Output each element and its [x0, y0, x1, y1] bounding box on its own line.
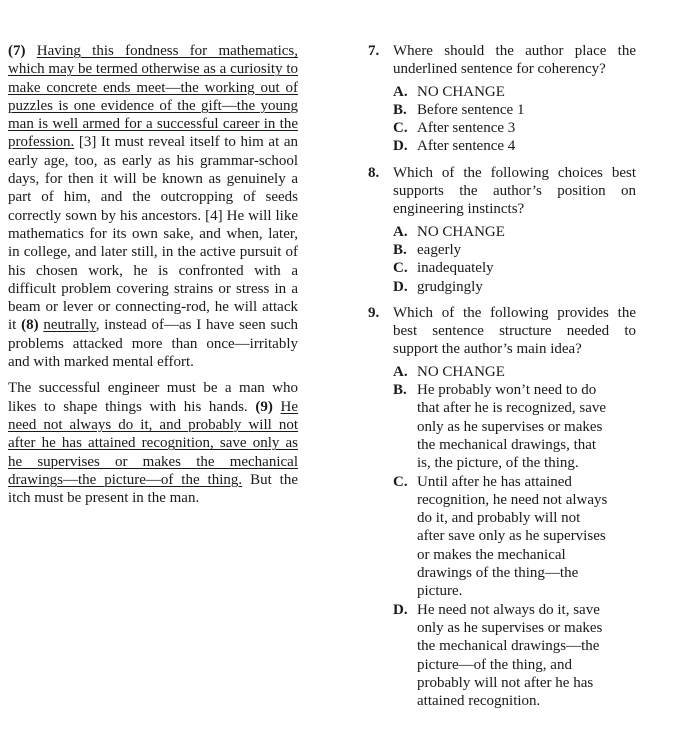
choice-text: After sentence 4 — [417, 138, 516, 155]
question-marker-8: (8) — [21, 317, 39, 334]
answer-choice-b[interactable] — [393, 381, 636, 472]
answer-choice-b[interactable] — [393, 241, 636, 259]
choice-letter: D. — [393, 138, 408, 155]
answer-choices — [393, 223, 636, 296]
choice-letter: A. — [393, 83, 408, 100]
passage-text: [3] It must reveal itself to him at an early age, too, as early as his grammar-school days, for then it will be known as genuinely a part of him, and the outcropping of seeds correctly sown by his ancestors. [4] He will like mathematics for its own sake, and when, later, in college, and later still, in the active pursuit of his chosen work, he is confronted with a difficult problem covering strains or stress in a beam or lever or connecting-rod, he will attack it — [8, 134, 298, 334]
choice-text: Before sentence 1 — [417, 101, 525, 118]
passage-text: The successful engineer must be a man who likes to shape things with his hands. — [8, 380, 298, 415]
question-9 — [368, 304, 636, 711]
answer-choice-d[interactable] — [393, 601, 636, 711]
choice-letter: D. — [393, 278, 408, 295]
answer-choice-d[interactable] — [393, 137, 636, 155]
choice-letter: B. — [393, 101, 407, 118]
questions-column — [368, 42, 636, 710]
choice-letter: A. — [393, 223, 408, 240]
choice-text: He probably won’t need to do that after he is recognized, save only as he supervises or makes the mechanical drawings, that is, the picture, of the thing. — [417, 382, 607, 472]
answer-choice-b[interactable] — [393, 101, 636, 119]
passage-paragraph-2 — [8, 379, 298, 507]
answer-choice-d[interactable] — [393, 278, 636, 296]
choice-text: eagerly — [417, 241, 462, 258]
passage-column — [8, 42, 298, 507]
answer-choice-c[interactable] — [393, 473, 636, 601]
answer-choice-a[interactable] — [393, 363, 636, 381]
passage-text: But the itch must be present in the man. — [8, 471, 299, 507]
question-stem: Which of the following provides the best sentence structure needed to support the author’s main idea? — [393, 304, 636, 358]
choice-letter: A. — [393, 363, 408, 380]
choice-text: NO CHANGE — [417, 223, 505, 240]
choice-text: He need not always do it, save only as he supervises or makes the mechanical drawings—the picture—of the thing, and probably will not after he has attained recognition. — [417, 601, 603, 710]
underlined-word-8: neutrally — [43, 317, 96, 334]
choice-letter: D. — [393, 601, 408, 618]
answer-choice-a[interactable] — [393, 83, 636, 101]
answer-choices — [393, 83, 636, 156]
answer-choice-a[interactable] — [393, 223, 636, 241]
choice-text: NO CHANGE — [417, 83, 505, 100]
answer-choice-c[interactable] — [393, 119, 636, 137]
choice-text: After sentence 3 — [417, 120, 516, 137]
passage-text: , instead of—as I have seen such problems attacked more than once—irritably and with marked mental effort. — [8, 317, 298, 371]
question-marker-7: (7) — [8, 43, 26, 59]
choice-text: NO CHANGE — [417, 363, 505, 380]
choice-letter: C. — [393, 120, 408, 137]
question-marker-9: (9) — [255, 398, 273, 415]
choice-letter: C. — [393, 473, 408, 490]
question-8 — [368, 164, 636, 296]
question-stem: Where should the author place the underlined sentence for coherency? — [393, 43, 636, 78]
answer-choices — [393, 363, 636, 711]
choice-letter: B. — [393, 241, 407, 258]
underlined-sentence-9: He need not always do it, and probably will not after he has attained recognition, save only as he supervises or makes the mechanical drawings—the picture—of the thing. — [8, 398, 298, 488]
choice-text: inadequately — [417, 260, 494, 277]
underlined-sentence-7: Having this fondness for mathematics, which may be termed otherwise as a curiosity to make concrete ends meet—the working out of puzzles is one evidence of the gift—the young man is well armed for a successful career in the profession. — [8, 43, 298, 151]
question-number: 9. — [368, 304, 380, 321]
choice-text: grudgingly — [417, 278, 483, 295]
choice-text: Until after he has attained recognition, he need not always do it, and probably will not after save only as he supervises or makes the mechanical drawings of the thing—the picture. — [417, 473, 608, 600]
question-stem: Which of the following choices best supports the author’s position on engineering instincts? — [393, 164, 636, 218]
question-7 — [368, 42, 636, 156]
question-number: 8. — [368, 164, 380, 181]
choice-letter: B. — [393, 382, 407, 399]
choice-letter: C. — [393, 260, 408, 277]
question-number: 7. — [368, 43, 380, 59]
answer-choice-c[interactable] — [393, 259, 636, 277]
passage-paragraph-1 — [8, 42, 298, 371]
